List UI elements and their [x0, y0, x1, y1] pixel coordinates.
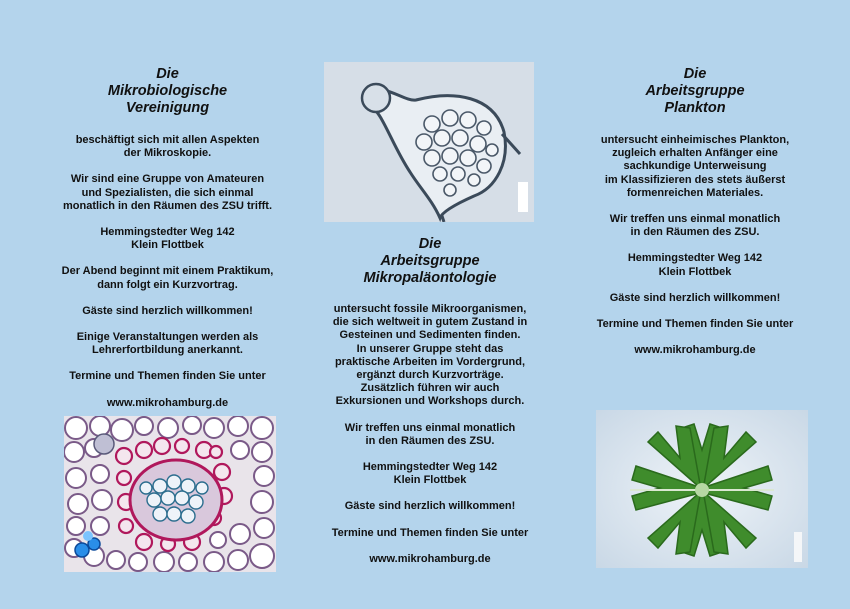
text-line: in den Räumen des ZSU.	[365, 434, 495, 447]
text-line: zugleich erhalten Anfänger eine	[612, 147, 778, 160]
text-line: Einige Veranstaltungen werden als	[76, 331, 259, 344]
middle-dates-info	[300, 527, 560, 540]
text-line: Termine und Themen finden Sie unter	[596, 318, 794, 331]
right-text-block	[566, 134, 824, 357]
text-line: Gäste sind herzlich willkommen!	[82, 304, 253, 317]
text-line: der Mikroskopie.	[123, 147, 212, 160]
right-dates-info	[566, 318, 824, 331]
text-line: Gäste sind herzlich willkommen!	[344, 500, 516, 513]
middle-heading	[300, 236, 560, 287]
website-url[interactable]: www.mikrohamburg.de	[369, 552, 491, 565]
right-heading	[566, 66, 824, 117]
right-meeting-paragraph	[566, 213, 824, 239]
right-intro-paragraph	[566, 134, 824, 200]
text-line: Zusätzlich führen wir auch	[360, 382, 500, 395]
left-evening-paragraph	[40, 265, 295, 291]
left-teacher-training	[40, 331, 295, 357]
address-district: Klein Flottbek	[393, 474, 467, 487]
text-line: im Klassifizieren des stets äußerst	[604, 173, 786, 186]
text-line: in den Räumen des ZSU.	[630, 226, 760, 239]
left-heading-line: Die	[156, 66, 179, 82]
desmid-graphic	[596, 410, 808, 568]
left-heading	[40, 66, 295, 117]
middle-meeting-paragraph	[300, 422, 560, 448]
plant-stem-cross-section-image	[64, 416, 276, 572]
left-guests-welcome	[40, 305, 295, 318]
text-line: sachkundige Unterweisung	[623, 160, 767, 173]
address-district: Klein Flottbek	[658, 265, 732, 278]
middle-heading-line: Mikropaläontologie	[363, 270, 497, 286]
left-group-paragraph	[40, 173, 295, 213]
radiolarian-image	[324, 62, 534, 222]
right-address	[566, 252, 824, 278]
right-column	[566, 66, 824, 357]
text-line: Lehrerfortbildung anerkannt.	[92, 344, 243, 357]
right-heading-line: Die	[683, 66, 707, 82]
address-district: Klein Flottbek	[131, 239, 204, 252]
middle-guests-welcome	[300, 500, 560, 513]
address-street: Hemmingstedter Weg 142	[362, 461, 498, 474]
right-heading-line: Arbeitsgruppe	[645, 83, 745, 99]
text-line: praktische Arbeiten im Vordergrund,	[334, 355, 526, 368]
middle-intro-paragraph	[300, 303, 560, 409]
left-dates-info	[40, 370, 295, 383]
left-website-link[interactable]	[40, 397, 295, 410]
left-heading-line: Mikrobiologische	[107, 83, 228, 99]
text-line: monatlich in den Räumen des ZSU trifft.	[62, 199, 273, 212]
right-website-link[interactable]	[566, 344, 824, 357]
left-text-block	[40, 134, 295, 410]
text-line: Wir treffen uns einmal monatlich	[344, 421, 516, 434]
text-line: untersucht fossile Mikroorganismen,	[333, 303, 527, 315]
text-line: In unserer Gruppe steht das	[356, 342, 504, 355]
left-address	[40, 226, 295, 252]
middle-heading-line: Die	[418, 236, 442, 252]
text-line: untersucht einheimisches Plankton,	[600, 134, 790, 146]
right-heading-line: Plankton	[664, 100, 726, 116]
middle-heading-line: Arbeitsgruppe	[380, 253, 480, 269]
text-line: formenreichen Materiales.	[626, 186, 764, 199]
plant-section-graphic	[64, 416, 276, 572]
text-line: beschäftigt sich mit allen Aspekten	[75, 134, 260, 146]
text-line: Wir treffen uns einmal monatlich	[609, 213, 781, 226]
middle-address	[300, 461, 560, 487]
left-intro-paragraph	[40, 134, 295, 160]
text-line: Exkursionen und Workshops durch.	[335, 395, 525, 408]
right-guests-welcome	[566, 292, 824, 305]
text-line: Termine und Themen finden Sie unter	[69, 370, 266, 383]
text-line: ergänzt durch Kurzvorträge.	[356, 369, 504, 382]
left-column	[40, 66, 295, 410]
address-street: Hemmingstedter Weg 142	[627, 252, 763, 265]
text-line: und Spezialisten, die sich einmal	[81, 186, 254, 199]
micrasterias-image	[596, 410, 808, 568]
left-heading-line: Vereinigung	[125, 100, 210, 116]
website-url[interactable]: www.mikrohamburg.de	[106, 396, 229, 409]
text-line: die sich weltweit in gutem Zustand in	[332, 316, 528, 329]
text-line: Wir sind eine Gruppe von Amateuren	[70, 173, 265, 186]
middle-column	[300, 236, 560, 566]
website-url[interactable]: www.mikrohamburg.de	[634, 344, 756, 357]
text-line: Gesteinen und Sedimenten finden.	[339, 329, 521, 342]
address-street: Hemmingstedter Weg 142	[100, 226, 235, 239]
middle-text-block	[300, 303, 560, 566]
radiolarian-graphic	[324, 62, 534, 222]
text-line: Der Abend beginnt mit einem Praktikum,	[61, 265, 274, 278]
middle-website-link[interactable]	[300, 553, 560, 566]
text-line: Termine und Themen finden Sie unter	[331, 526, 529, 539]
text-line: Gäste sind herzlich willkommen!	[609, 291, 781, 304]
text-line: dann folgt ein Kurzvortrag.	[97, 278, 238, 291]
